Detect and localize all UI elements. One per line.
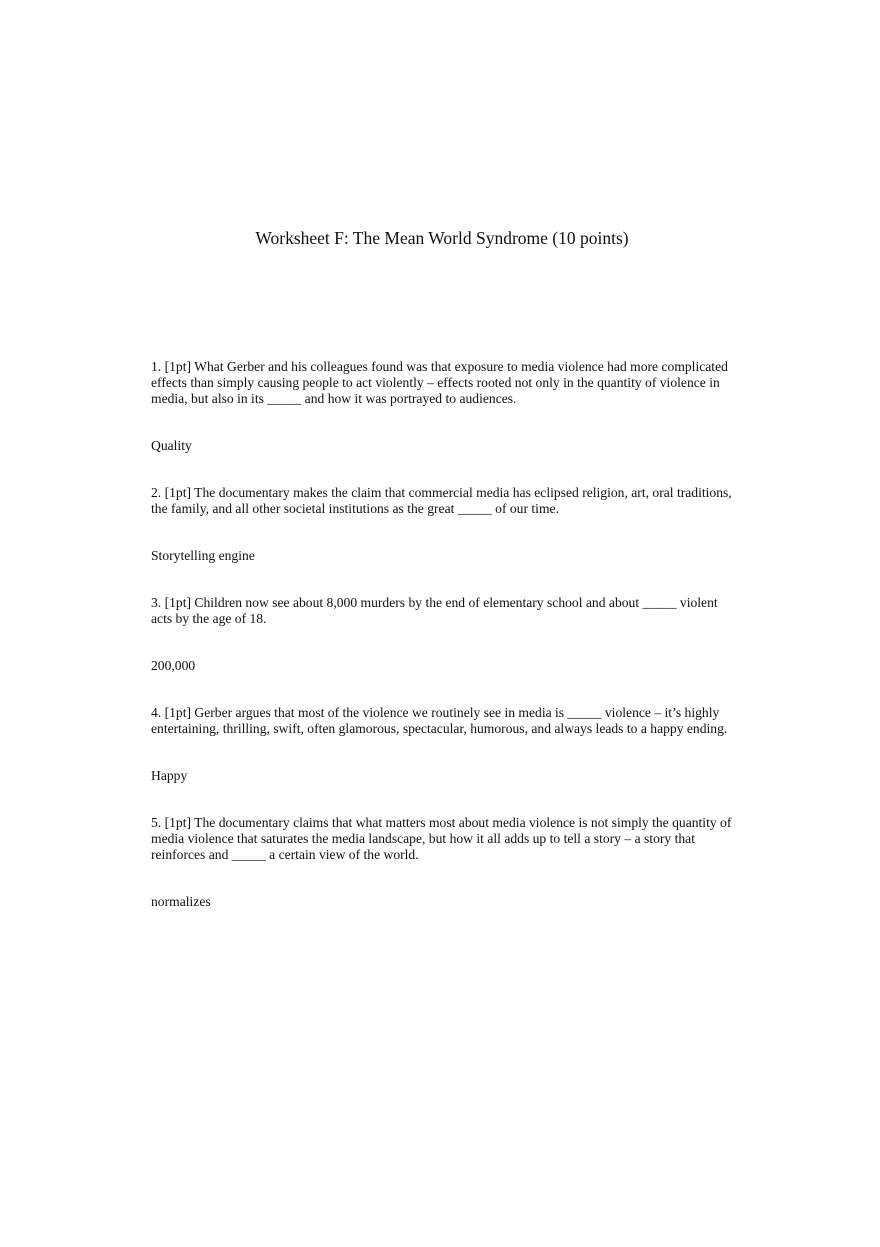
question-block-2 [151, 485, 741, 564]
question-4-text: 4. [1pt] Gerber argues that most of the violence we routinely see in media is _____ violence – it’s highly entertaining, thrilling, swift, often glamorous, spectacular, humorous, and always leads to a happy ending. [151, 705, 728, 736]
question-block-4 [151, 705, 741, 784]
question-5-text: 5. [1pt] The documentary claims that what matters most about media violence is not simply the quantity of media violence that saturates the media landscape, but how it all adds up to tell a story – a story that reinforces and _____ a certain view of the world. [151, 815, 732, 862]
question-3-answer: 200,000 [151, 658, 196, 673]
worksheet-title: Worksheet F: The Mean World Syndrome (10 points) [255, 228, 629, 248]
question-2-text: 2. [1pt] The documentary makes the claim that commercial media has eclipsed religion, art, oral traditions, the family, and all other societal institutions as the great _____ of our time. [151, 485, 732, 516]
question-5-answer: normalizes [151, 894, 211, 909]
question-block-1 [151, 359, 741, 454]
question-1-answer: Quality [151, 438, 192, 453]
question-block-3 [151, 595, 741, 674]
question-list [151, 359, 741, 910]
question-block-5 [151, 815, 741, 910]
question-2-answer: Storytelling engine [151, 548, 255, 563]
question-3-text: 3. [1pt] Children now see about 8,000 murders by the end of elementary school and about _____ violent acts by the age of 18. [151, 595, 718, 626]
question-1-text: 1. [1pt] What Gerber and his colleagues found was that exposure to media violence had more complicated effects than simply causing people to act violently – effects rooted not only in the quantity of violence in media, but also in its _____ and how it was portrayed to audiences. [151, 359, 728, 406]
question-4-answer: Happy [151, 768, 188, 783]
